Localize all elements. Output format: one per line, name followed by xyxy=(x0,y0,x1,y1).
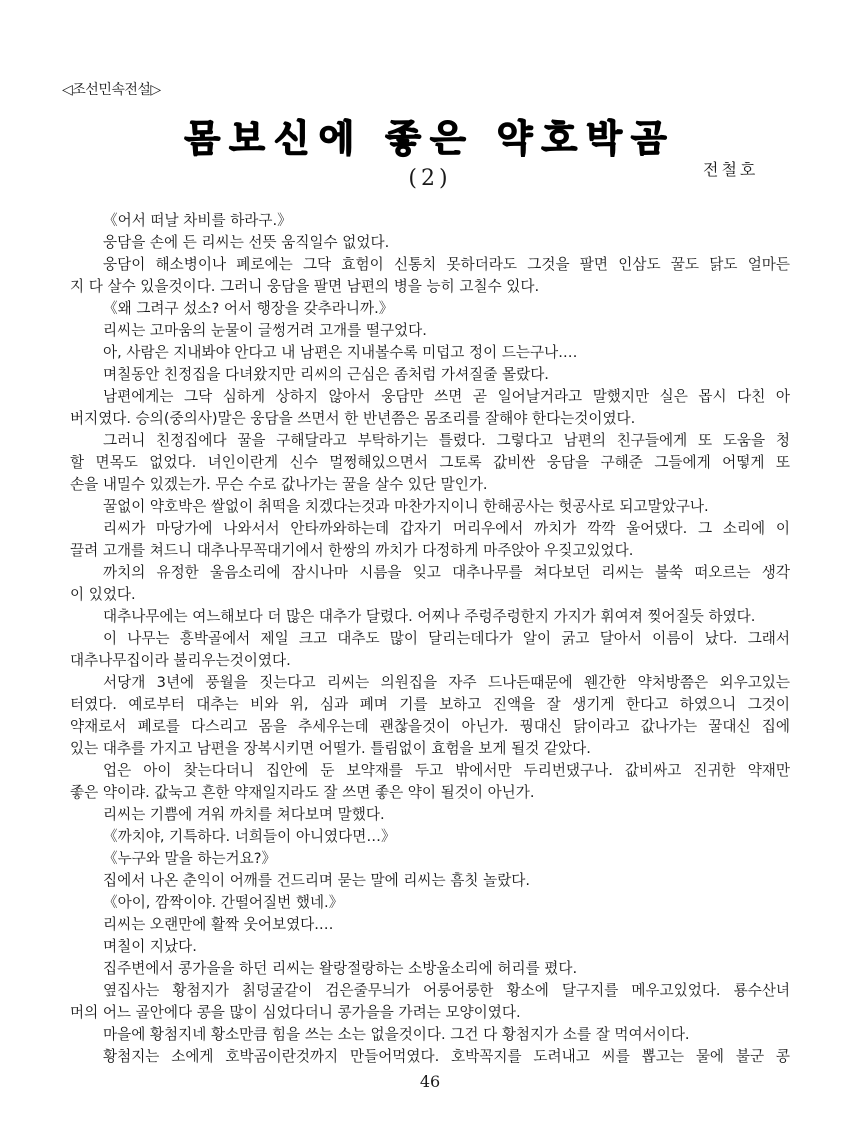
text-line: 그러니 친정집에다 꿀을 구해달라고 부탁하기는 틀렸다. 그렇다고 남편의 친구들에게 또 도움을 청 xyxy=(103,432,790,449)
paragraph xyxy=(70,826,790,848)
text-line: 이 나무는 흥박골에서 제일 크고 대추도 많이 달리는데다가 알이 굵고 달아서 이름이 났다. 그래서 xyxy=(103,630,790,647)
text-line: 《까치야, 기특하다. 너희들이 아니였다면…》 xyxy=(103,828,396,845)
paragraph xyxy=(70,958,790,980)
paragraph xyxy=(70,1024,790,1046)
series-label: ◁조선민속전설▷ xyxy=(62,82,161,98)
paragraph xyxy=(70,320,790,342)
text-line: 《왜 그려구 섰소? 어서 행장을 갖추라니까.》 xyxy=(103,300,394,317)
text-line: 남편에게는 그닥 심하게 상하지 않아서 웅담만 쓰면 곧 일어날거라고 말했지만 실은 몹시 다친 아 xyxy=(103,388,790,405)
text-line: 《누구와 말을 하는거요?》 xyxy=(103,850,277,867)
text-line: 집에서 나온 춘익이 어깨를 건드리며 묻는 말에 리씨는 흠칫 놀랐다. xyxy=(103,872,531,889)
text-line: 업은 아이 찾는다더니 집안에 둔 보약재를 두고 밖에서만 두리번댔구나. 값비싸고 진귀한 약재만 xyxy=(103,762,790,779)
paragraph xyxy=(70,936,790,958)
paragraph xyxy=(70,562,790,606)
article-body xyxy=(70,210,790,1068)
author-name: 전철호 xyxy=(703,160,759,179)
paragraph xyxy=(70,760,790,804)
paragraph xyxy=(70,892,790,914)
text-line: 며칠동안 친정집을 다녀왔지만 리씨의 근심은 좀처럼 가셔질줄 몰랐다. xyxy=(103,366,549,383)
text-line: 리씨는 기쁨에 겨워 까치를 쳐다보며 말했다. xyxy=(103,806,385,823)
paragraph xyxy=(70,628,790,672)
text-line: 할 면목도 없었다. 녀인이란게 신수 멀쩡해있으면서 그토록 값비싼 웅담을 구해준 그들에게 어떻게 또 xyxy=(70,454,790,471)
paragraph xyxy=(70,210,790,232)
paragraph xyxy=(70,804,790,826)
paragraph xyxy=(70,914,790,936)
text-line: 《어서 떠날 차비를 하라구.》 xyxy=(103,212,292,229)
text-line: 마을에 황첨지네 황소만큼 힘을 쓰는 소는 없을것이다. 그건 다 황첨지가 소를 잘 먹여서이다. xyxy=(103,1026,690,1043)
text-line: 대추나무에는 여느해보다 더 많은 대추가 달렸다. 어찌나 주렁주렁한지 가지가 휘여져 찢어질듯 하였다. xyxy=(103,608,756,625)
paragraph xyxy=(70,386,790,430)
text-line: 터였다. 예로부터 대추는 비와 위, 심과 폐며 기를 보하고 진액을 잘 생기게 한다고 하였으니 그것이 xyxy=(70,696,790,713)
text-line: 리씨가 마당가에 나와서서 안타까와하는데 갑자기 머리우에서 까치가 깍깍 울어댔다. 그 소리에 이 xyxy=(103,520,790,537)
text-line: 황첨지는 소에게 호박곰이란것까지 만들어먹였다. 호박꼭지를 도려내고 씨를 뽑고는 물에 불군 콩 xyxy=(103,1048,790,1065)
text-line: 아, 사람은 지내봐야 안다고 내 남편은 지내볼수록 미덥고 정이 드는구나.… xyxy=(103,344,578,361)
text-line: 끌려 고개를 쳐드니 대추나무꼭대기에서 한쌍의 까치가 다정하게 마주앉아 우짖고있었다. xyxy=(70,542,634,559)
text-line: 손을 내밀수 있겠는가. 무슨 수로 값나가는 꿀을 살수 있단 말인가. xyxy=(70,476,488,493)
paragraph xyxy=(70,672,790,760)
text-line: 있는 대추를 가지고 남편을 장복시키면 어떨가. 틀림없이 효험을 보게 될것 같았다. xyxy=(70,740,591,757)
text-line: 서당개 3년에 풍월을 짓는다고 리씨는 의원집을 자주 드나든때문에 웬간한 약처방쯤은 외우고있는 xyxy=(103,674,790,691)
text-line: 며칠이 지났다. xyxy=(103,938,197,955)
text-line: 지 다 살수 있을것이다. 그러니 웅담을 팔면 남편의 병을 능히 고칠수 있다. xyxy=(70,278,540,295)
paragraph xyxy=(70,342,790,364)
paragraph xyxy=(70,848,790,870)
text-line: 리씨는 오랜만에 활짝 웃어보였다.… xyxy=(103,916,334,933)
page-number: 46 xyxy=(419,1072,441,1091)
text-line: 머의 어느 골안에다 콩을 많이 심었다더니 콩가을을 가려는 모양이였다. xyxy=(70,1004,521,1021)
paragraph xyxy=(70,496,790,518)
paragraph xyxy=(70,430,790,496)
text-line: 리씨는 고마움의 눈물이 글썽거려 고개를 떨구었다. xyxy=(103,322,427,339)
paragraph xyxy=(70,232,790,254)
paragraph xyxy=(70,980,790,1024)
paragraph xyxy=(70,518,790,562)
text-line: 옆집사는 황첨지가 칡덩굴같이 검은줄무늬가 어룽어룽한 황소에 달구지를 메우고있었다. 룡수산녀 xyxy=(103,982,790,999)
text-line: 버지였다. 승의(중의사)말은 웅담을 쓰면서 한 반년쯤은 몸조리를 잘해야 한다는것이였다. xyxy=(70,410,636,427)
paragraph xyxy=(70,606,790,628)
text-line: 이 있었다. xyxy=(70,586,136,603)
text-line: 꿀없이 약호박은 쌀없이 취떡을 치겠다는것과 마찬가지이니 한해공사는 헛공사로 되고말았구나. xyxy=(103,498,709,515)
part-number: (2) xyxy=(408,166,452,191)
paragraph xyxy=(70,298,790,320)
text-line: 좋은 약이랴. 값눅고 흔한 약재일지라도 잘 쓰면 좋은 약이 될것이 아닌가. xyxy=(70,784,535,801)
text-line: 약재로서 폐로를 다스리고 몸을 추세우는데 괜찮을것이 아닌가. 꿩대신 닭이라고 값나가는 꿀대신 집에 xyxy=(70,718,790,735)
paragraph xyxy=(70,254,790,298)
text-line: 《아이, 깜짝이야. 간떨어질번 했네.》 xyxy=(103,894,344,911)
text-line: 까치의 유정한 울음소리에 잠시나마 시름을 잊고 대추나무를 쳐다보던 리씨는 불쑥 떠오르는 생각 xyxy=(103,564,790,581)
text-line: 웅담이 해소병이나 폐로에는 그닥 효험이 신통치 못하더라도 그것을 팔면 인삼도 꿀도 닭도 얼마든 xyxy=(103,256,790,273)
page-title: 몸보신에 좋은 약호박곰 xyxy=(184,117,676,160)
text-line: 집주변에서 콩가을을 하던 리씨는 왈랑절랑하는 소방울소리에 허리를 폈다. xyxy=(103,960,578,977)
paragraph xyxy=(70,870,790,892)
text-line: 웅담을 손에 든 리씨는 선뜻 움직일수 없었다. xyxy=(103,234,390,251)
paragraph xyxy=(70,364,790,386)
text-line: 대추나무집이라 불리우는것이였다. xyxy=(70,652,291,669)
paragraph xyxy=(70,1046,790,1068)
